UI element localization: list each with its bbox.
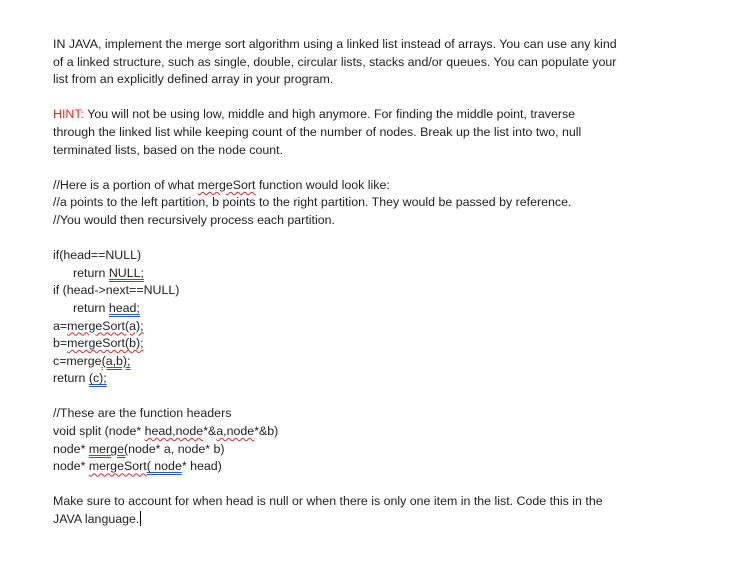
spellcheck-word: head,node (144, 424, 204, 439)
closing-line-1: Make sure to account for when head is null or when there is only one item in the list. Code this in the (53, 494, 603, 509)
intro-line-2: of a linked structure, such as single, double, circular lists, stacks and/or queues. You can populate your (53, 54, 617, 69)
code-line-3: if (head->next==NULL) (53, 283, 180, 298)
blank-line (53, 388, 673, 406)
header-line-3 (53, 458, 673, 476)
closing-line-2 (53, 511, 673, 529)
document-body[interactable] (53, 36, 673, 529)
code-text: node* (53, 441, 89, 456)
spellcheck-word: mergeSort (197, 177, 256, 192)
hint-label: HINT: (53, 107, 84, 122)
grammar-word: (c); (88, 371, 107, 386)
grammar-word: ( node (146, 459, 182, 474)
code-text: a= (53, 318, 68, 333)
headers-comment: //These are the function headers (53, 406, 232, 421)
grammar-word: merge( (88, 441, 129, 456)
code-text: node* a, node* b) (128, 441, 225, 456)
blank-line (53, 89, 673, 107)
code-line-2 (53, 265, 673, 283)
grammar-word: head; (108, 300, 140, 315)
code-text: return (73, 265, 109, 280)
header-line-1 (53, 423, 673, 441)
header-line-2 (53, 441, 673, 459)
blank-line (53, 230, 673, 248)
hint-line-2: through the linked list while keeping count of the number of nodes. Break up the list into two, null (53, 124, 582, 139)
spellcheck-word: a,node (216, 424, 255, 439)
grammar-word: NULL; (108, 265, 144, 280)
code-text: c=merge (53, 353, 102, 368)
comment-text: //Here is a portion of what (53, 177, 198, 192)
intro-line-3: list from an explicitly defined array in your program. (53, 72, 334, 87)
code-text: void split (node* (53, 424, 145, 439)
code-text: *& (203, 424, 217, 439)
comment-line-2: //a points to the left partition, b points to the right partition. They would be passed by reference. (53, 195, 572, 210)
spellcheck-word: mergeSort(b); (67, 336, 144, 351)
code-text: * head) (181, 459, 222, 474)
code-text: return (73, 300, 109, 315)
blank-line (53, 476, 673, 494)
comment-line-3: //You would then recursively process each partition. (53, 212, 335, 227)
code-line-5 (53, 318, 673, 336)
code-line-1: if(head==NULL) (53, 248, 142, 263)
intro-line-1: IN JAVA, implement the merge sort algorithm using a linked list instead of arrays. You can use any kind (53, 37, 617, 51)
code-line-4 (53, 300, 673, 318)
code-text: b= (53, 336, 68, 351)
grammar-word: (a,b); (101, 353, 131, 368)
code-line-7 (53, 353, 673, 371)
code-text: node* (53, 459, 89, 474)
hint-line-1 (53, 106, 673, 124)
closing-text: JAVA language. (53, 512, 140, 527)
code-text: *&b) (254, 424, 279, 439)
comment-line-1 (53, 177, 673, 195)
code-line-8 (53, 370, 673, 388)
code-line-6 (53, 335, 673, 353)
spellcheck-word: mergeSort(a); (67, 318, 144, 333)
hint-line-3: terminated lists, based on the node count. (53, 142, 284, 157)
blank-line (53, 159, 673, 177)
code-text: return (53, 371, 89, 386)
hint-text: You will not be using low, middle and high anymore. For finding the middle point, traverse (83, 107, 576, 122)
text-cursor (140, 511, 141, 526)
comment-text: function would look like: (255, 177, 390, 192)
spellcheck-word: mergeSort (88, 459, 147, 474)
